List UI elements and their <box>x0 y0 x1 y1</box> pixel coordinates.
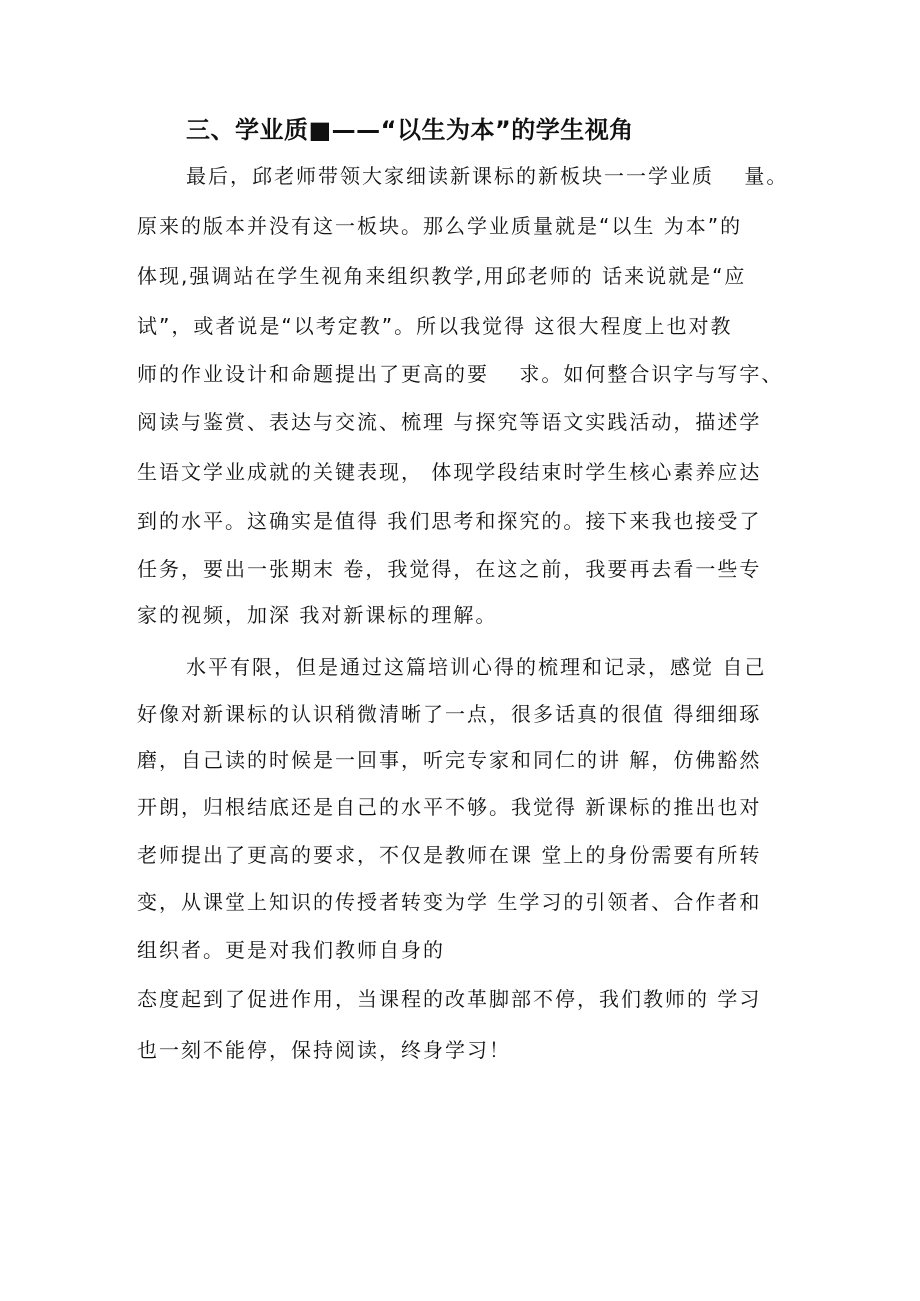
text-line-12: 好像对新课标的认识稍微清晰了一点，很多话真的很值 得细细琢 <box>137 702 762 726</box>
text-line-6: 阅读与鉴赏、表达与交流、梳理 与探究等语文实践活动，描述学 <box>137 410 762 434</box>
text-line-7: 生语文学业成就的关键表现， 体现学段结束时学生核心素养应达 <box>137 460 762 484</box>
text-line-10: 家的视频，加深 我对新课标的理解。 <box>137 603 498 627</box>
text-line-18: 态度起到了促进作用，当课程的改革脚部不停，我们教师的 学习 <box>137 987 762 1011</box>
text-line-2: 原来的版本并没有这一板块。那么学业质量就是“以生 为本”的 <box>137 214 743 238</box>
text-line-17: 组织者。更是对我们教师自身的 <box>137 938 445 962</box>
section-heading: 三、学业质■——“以生为本”的学生视角 <box>186 116 634 144</box>
text-line-16: 变，从课堂上知识的传授者转变为学 生学习的引领者、合作者和 <box>137 890 762 914</box>
text-line-4: 试”，或者说是“以考定教”。所以我觉得 这很大程度上也对教 <box>137 314 733 338</box>
text-line-9: 任务，要出一张期末 卷，我觉得，在这之前，我要再去看一些专 <box>137 557 762 581</box>
text-line-19: 也一刻不能停，保持阅读，终身学习！ <box>137 1038 511 1062</box>
text-line-14: 开朗，归根结底还是自己的水平不够。我觉得 新课标的推出也对 <box>137 795 762 819</box>
text-line-5: 师的作业设计和命题提出了更高的要 求。如何整合识字与写字、 <box>137 362 784 386</box>
text-line-13: 磨，自己读的时候是一回事，听完专家和同仁的讲 解，仿佛豁然 <box>137 748 762 772</box>
text-line-15: 老师提出了更高的要求，不仅是教师在课 堂上的身份需要有所转 <box>137 843 762 867</box>
text-line-11: 水平有限，但是通过这篇培训心得的梳理和记录，感觉 自己 <box>186 655 767 679</box>
text-line-3: 体现,强调站在学生视角来组织教学,用邱老师的 话来说就是“应 <box>137 264 747 288</box>
text-line-8: 到的水平。这确实是值得 我们思考和探究的。接下来我也接受了 <box>137 509 762 533</box>
text-line-1: 最后，邱老师带领大家细读新课标的新板块一一学业质 量。 <box>186 164 789 188</box>
